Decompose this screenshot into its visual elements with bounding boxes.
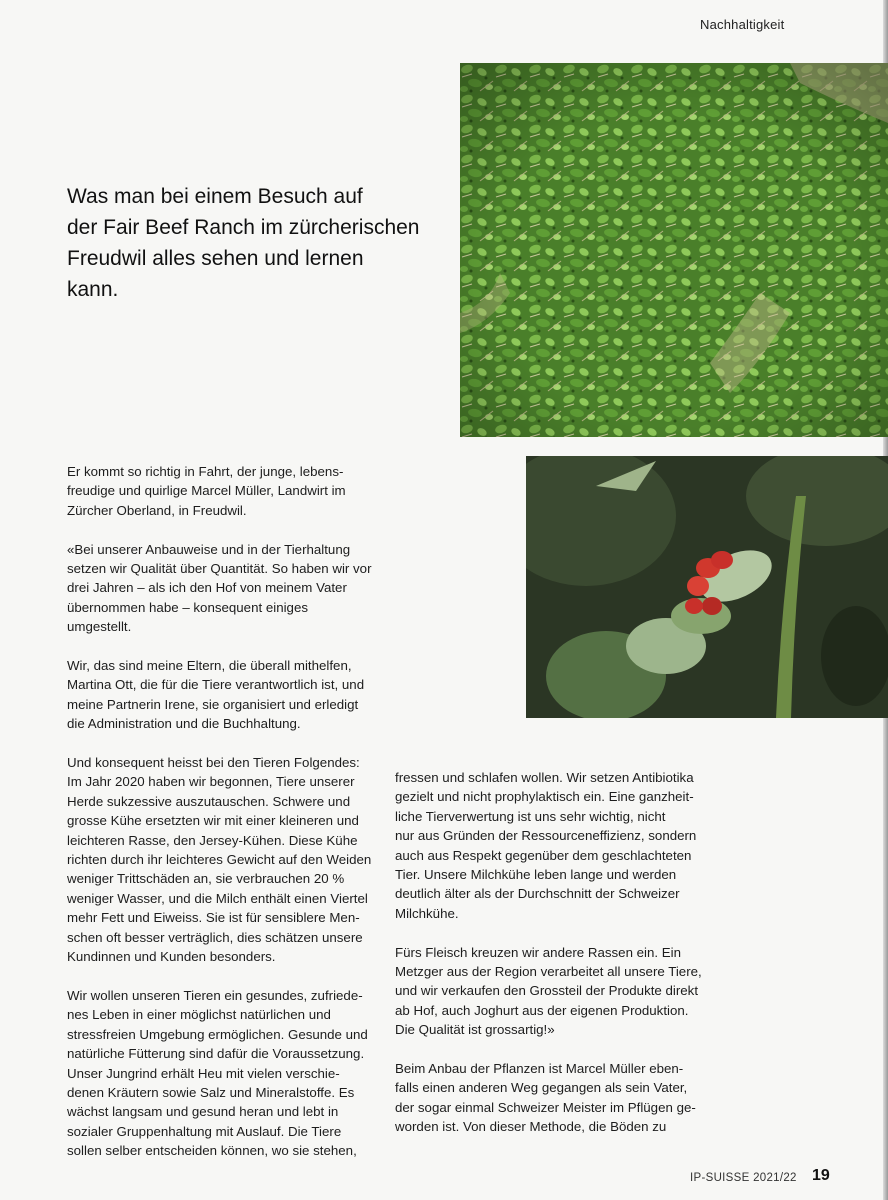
article-column-left [67, 462, 375, 1180]
paragraph: Und konsequent heisst bei den Tieren Folgendes: Im Jahr 2020 haben wir begonnen, Tiere unserer Herde sukzessive auszutauschen. Schwere und grosse Kühe ersetzten wir mit einer kleineren und leichteren Rasse, den Jersey-Kühen. Diese Kühe richten durch ihr leichteres Gewicht auf den Weiden weniger Trittschäden an, sie verbrauchen 20 % weniger Wasser, und die Milch enthält einen Viertel mehr Fett und Eiweiss. Sie ist für sensiblere Men- schen oft besser verträglich, dies schätzen unsere Kundinnen und Kunden besonders. [67, 755, 372, 965]
paragraph: Wir, das sind meine Eltern, die überall mithelfen, Martina Ott, die für die Tiere verantwortlich ist, und meine Partnerin Irene, sie organisiert und erledigt die Administration und die Buchhaltung. [67, 658, 365, 732]
publication-label: IP-SUISSE 2021/22 [690, 1172, 797, 1184]
article-column-right [395, 768, 713, 1156]
grass-photo [460, 63, 888, 437]
page-number: 19 [812, 1167, 830, 1184]
paragraph: Er kommt so richtig in Fahrt, der junge, lebens- freudige und quirlige Marcel Müller, Landwirt im Zürcher Oberland, in Freudwil. [67, 464, 346, 518]
paragraph: «Bei unserer Anbauweise und in der Tierhaltung setzen wir Qualität über Quantität. So haben wir vor drei Jahren – als ich den Hof von meinem Vater übernommen habe – konsequent einiges umgestellt. [67, 541, 372, 635]
section-label: Nachhaltigkeit [700, 17, 785, 32]
lead-text: Was man bei einem Besuch auf der Fair Beef Ranch im zürcherischen Freudwil alles sehen und lernen kann. [67, 185, 420, 301]
paragraph: Fürs Fleisch kreuzen wir andere Rassen ein. Ein Metzger aus der Region verarbeitet all unsere Tiere, und wir verkaufen den Grossteil der Produkte direkt ab Hof, auch Joghurt aus der eigenen Produktion. Die Qualität ist grossartig!» [395, 944, 702, 1038]
paragraph: fressen und schlafen wollen. Wir setzen Antibiotika gezielt und nicht prophylaktisch ein. Eine ganzheit- liche Tierverwertung ist uns sehr wichtig, nicht nur aus Gründen der Ressourceneffizienz, sondern auch aus Respekt gegenüber dem geschlachteten Tier. Unsere Milchkühe leben lange und werden deutlich älter als der Durchschnitt der Schweizer Milchkühe. [395, 770, 697, 921]
paragraph: Wir wollen unseren Tieren ein gesundes, zufriede- nes Leben in einer möglichst natürlichen und stressfreien Umgebung ermöglichen. Gesunde und natürliche Fütterung sind dafür die Voraussetzung. Unser Jungrind erhält Heu mit vielen verschie- denen Kräutern sowie Salz und Mineralstoffe. Es wächst langsam und gesund heran und lebt in sozialer Gruppenhaltung mit Auslauf. Die Tiere sollen selber entscheiden können, wo sie stehen, [67, 987, 368, 1159]
paragraph: Beim Anbau der Pflanzen ist Marcel Müller eben- falls einen anderen Weg gegangen als sein Vater, der sogar einmal Schweizer Meister im Pflügen ge- worden ist. Von dieser Methode, die Böden zu [395, 1061, 696, 1135]
tomato-plant-photo [526, 456, 888, 718]
